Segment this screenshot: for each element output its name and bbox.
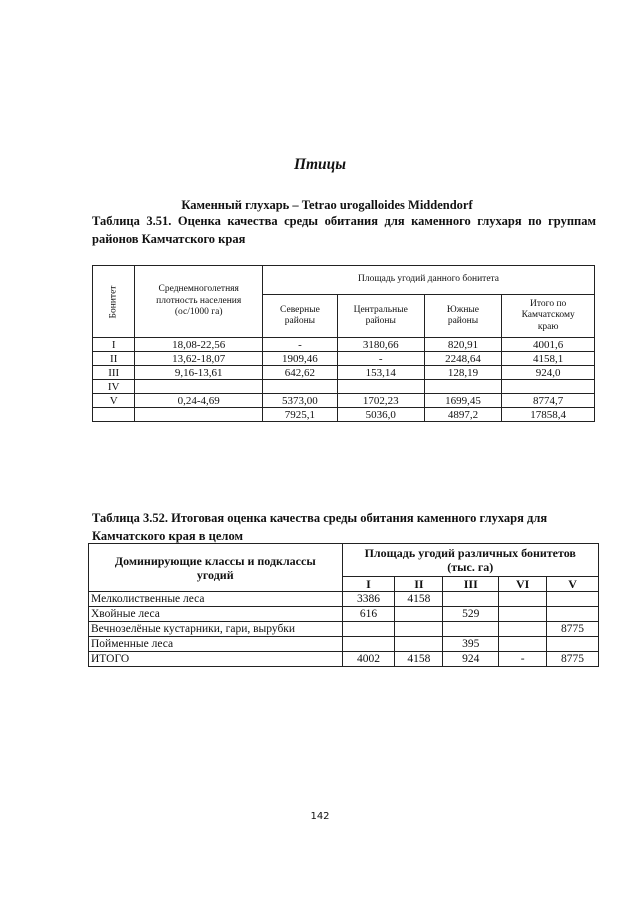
table-row: [93, 366, 595, 380]
table1-caption: Таблица 3.51. Оценка качества среды обитания для каменного глухаря по группам районов Камчатского края: [92, 214, 596, 246]
cell-class-name: Мелколиственные леса: [89, 592, 343, 607]
cell-central: 3180,66: [337, 338, 424, 352]
table-row: [93, 352, 595, 366]
cell-north: 5373,00: [263, 394, 338, 408]
cell-bonitet-4: [499, 637, 547, 652]
table-overall-habitat-quality: [88, 543, 599, 667]
header-north: Северные районы: [263, 295, 338, 338]
cell-bonitet: V: [93, 394, 135, 408]
page-number: 142: [310, 811, 330, 822]
cell-north: [263, 380, 338, 394]
header-bonitet-1: I: [342, 577, 395, 592]
cell-central: 153,14: [337, 366, 424, 380]
table-row: [89, 622, 599, 637]
cell-density: 0,24-4,69: [135, 394, 263, 408]
table-row: [93, 338, 595, 352]
cell-bonitet-5: 8775: [547, 652, 599, 667]
cell-class-name: Вечнозелёные кустарники, гари, вырубки: [89, 622, 343, 637]
cell-bonitet-2: 4158: [395, 592, 443, 607]
cell-bonitet-3: 395: [443, 637, 499, 652]
cell-bonitet-2: [395, 637, 443, 652]
cell-south: 1699,45: [424, 394, 502, 408]
table-header-row: [89, 544, 599, 577]
cell-bonitet-1: [342, 622, 395, 637]
cell-bonitet-1: 3386: [342, 592, 395, 607]
cell-density: 9,16-13,61: [135, 366, 263, 380]
table2-caption: Таблица 3.52. Итоговая оценка качества среды обитания каменного глухаря для Камчатского края в целом: [92, 511, 548, 543]
cell-bonitet-1: 4002: [342, 652, 395, 667]
cell-bonitet-4: [499, 607, 547, 622]
table-row: [93, 394, 595, 408]
header-total: Итого по Камчатскому краю: [502, 295, 595, 338]
cell-total: 8774,7: [502, 394, 595, 408]
cell-bonitet-2: [395, 607, 443, 622]
cell-bonitet-1: [342, 637, 395, 652]
cell-bonitet-3: [443, 622, 499, 637]
cell-bonitet-5: [547, 637, 599, 652]
header-density: Среднемноголетняя плотность населения (ос/1000 га): [135, 266, 263, 338]
cell-density: 18,08-22,56: [135, 338, 263, 352]
cell-central: [337, 380, 424, 394]
cell-south: 2248,64: [424, 352, 502, 366]
cell-central: -: [337, 352, 424, 366]
header-bonitet: Бонитет: [93, 266, 135, 338]
header-classes: Доминирующие классы и подклассы угодий: [89, 544, 343, 592]
cell-total: 17858,4: [502, 408, 595, 422]
cell-total: [502, 380, 595, 394]
cell-north: -: [263, 338, 338, 352]
cell-density: [135, 380, 263, 394]
cell-density: [135, 408, 263, 422]
table-total-row: [89, 652, 599, 667]
cell-bonitet-3: 529: [443, 607, 499, 622]
cell-bonitet: [93, 408, 135, 422]
cell-north: 7925,1: [263, 408, 338, 422]
table-row: [89, 592, 599, 607]
cell-south: [424, 380, 502, 394]
cell-central: 1702,23: [337, 394, 424, 408]
table-row: [89, 607, 599, 622]
cell-class-name: Пойменные леса: [89, 637, 343, 652]
cell-north: 642,62: [263, 366, 338, 380]
header-south: Южные районы: [424, 295, 502, 338]
cell-bonitet-1: 616: [342, 607, 395, 622]
cell-bonitet: I: [93, 338, 135, 352]
cell-bonitet: II: [93, 352, 135, 366]
cell-bonitet-4: [499, 592, 547, 607]
header-central: Центральные районы: [337, 295, 424, 338]
cell-south: 820,91: [424, 338, 502, 352]
species-heading: Каменный глухарь – Tetrao urogalloides Middendorf: [181, 198, 473, 212]
cell-central: 5036,0: [337, 408, 424, 422]
header-area-group: Площадь угодий данного бонитета: [263, 266, 595, 295]
table-header-row: [93, 266, 595, 295]
cell-bonitet-5: [547, 607, 599, 622]
cell-bonitet-3: 924: [443, 652, 499, 667]
cell-density: 13,62-18,07: [135, 352, 263, 366]
header-bonitet-5: V: [547, 577, 599, 592]
header-bonitet-3: III: [443, 577, 499, 592]
table-habitat-quality-by-district: [92, 265, 595, 422]
cell-total: 924,0: [502, 366, 595, 380]
cell-class-name: ИТОГО: [89, 652, 343, 667]
cell-north: 1909,46: [263, 352, 338, 366]
cell-total: 4158,1: [502, 352, 595, 366]
cell-bonitet-2: [395, 622, 443, 637]
cell-south: 128,19: [424, 366, 502, 380]
header-area-group: Площадь угодий различных бонитетов (тыс. га): [342, 544, 598, 577]
cell-bonitet-5: 8775: [547, 622, 599, 637]
cell-bonitet-4: -: [499, 652, 547, 667]
table-row: [93, 380, 595, 394]
cell-bonitet: IV: [93, 380, 135, 394]
cell-bonitet: III: [93, 366, 135, 380]
cell-south: 4897,2: [424, 408, 502, 422]
cell-bonitet-3: [443, 592, 499, 607]
cell-bonitet-5: [547, 592, 599, 607]
header-bonitet-2: II: [395, 577, 443, 592]
cell-class-name: Хвойные леса: [89, 607, 343, 622]
header-bonitet-4: VI: [499, 577, 547, 592]
cell-total: 4001,6: [502, 338, 595, 352]
cell-bonitet-2: 4158: [395, 652, 443, 667]
section-title: Птицы: [293, 156, 347, 173]
cell-bonitet-4: [499, 622, 547, 637]
table-total-row: [93, 408, 595, 422]
table-row: [89, 637, 599, 652]
